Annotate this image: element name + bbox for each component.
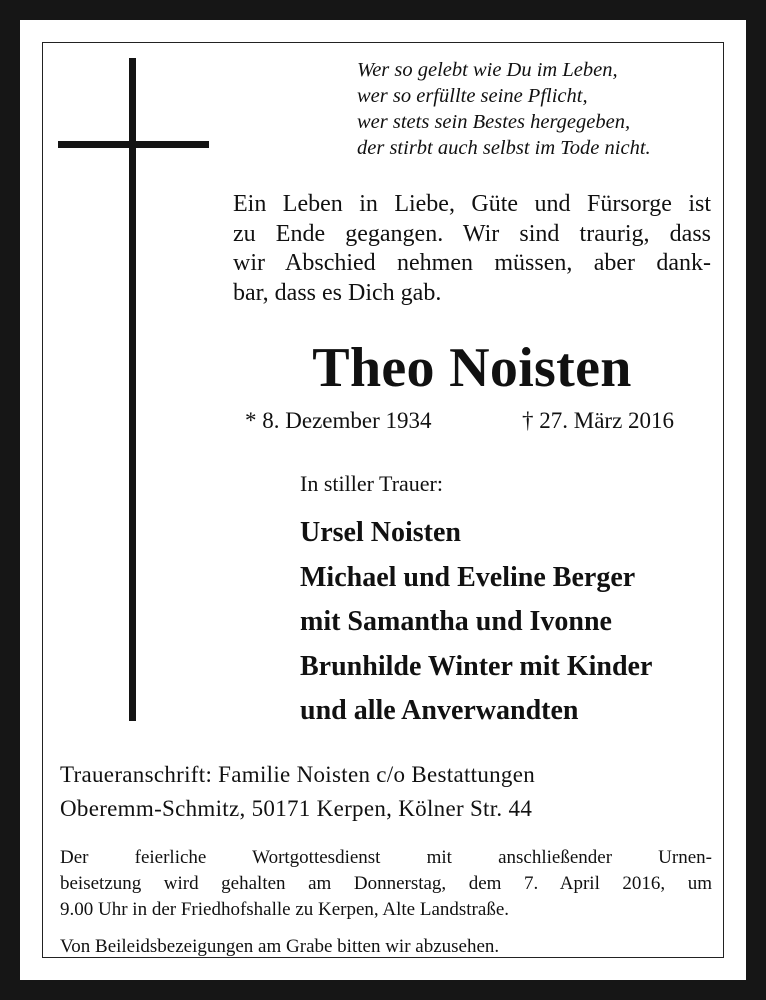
address-line: Traueranschrift: Familie Noisten c/o Bestattungen: [60, 762, 536, 787]
cross-horizontal-bar: [58, 141, 209, 148]
death-date: † 27. März 2016: [522, 408, 675, 433]
poem-line: wer so erfüllte seine Pflicht,: [357, 85, 588, 107]
mourning-address: [60, 758, 535, 826]
service-line: 9.00 Uhr in der Friedhofshalle zu Kerpen, Alte Landstraße.: [60, 899, 510, 920]
intro-text: [233, 190, 711, 308]
mourner-name: Ursel Noisten: [300, 517, 461, 548]
intro-line: wir Abschied nehmen müssen, aber dank-: [233, 250, 711, 276]
mourner-name: und alle Anverwandten: [300, 695, 579, 726]
service-line: beisetzung wird gehalten am Donnerstag, dem 7. April 2016, um: [60, 873, 712, 894]
poem-line: wer stets sein Bestes hergegeben,: [357, 111, 631, 133]
deceased-name: Theo Noisten: [312, 337, 632, 399]
poem-line: der stirbt auch selbst im Tode nicht.: [357, 137, 651, 159]
mourning-label: In stiller Trauer:: [300, 471, 443, 496]
condolence-note: Von Beileidsbezeigungen am Grabe bitten wir abzusehen.: [60, 936, 500, 957]
address-line: Oberemm-Schmitz, 50171 Kerpen, Kölner Str. 44: [60, 796, 533, 821]
poem: [357, 57, 651, 161]
mourners-list: [300, 511, 652, 734]
mourner-name: Brunhilde Winter mit Kinder: [300, 650, 653, 682]
mourner-name: Michael und Eveline Berger: [300, 561, 636, 593]
intro-line: Ein Leben in Liebe, Güte und Fürsorge ist: [233, 191, 711, 217]
service-line: Der feierliche Wortgottesdienst mit anschließender Urnen-: [60, 847, 712, 868]
poem-line: Wer so gelebt wie Du im Leben,: [357, 59, 618, 81]
birth-date: * 8. Dezember 1934: [245, 408, 432, 433]
service-notice: [60, 845, 712, 923]
intro-line: zu Ende gegangen. Wir sind traurig, dass: [233, 220, 711, 247]
intro-line: bar, dass es Dich gab.: [233, 279, 442, 306]
cross-vertical-bar: [129, 58, 136, 721]
mourner-name: mit Samantha und Ivonne: [300, 606, 612, 637]
